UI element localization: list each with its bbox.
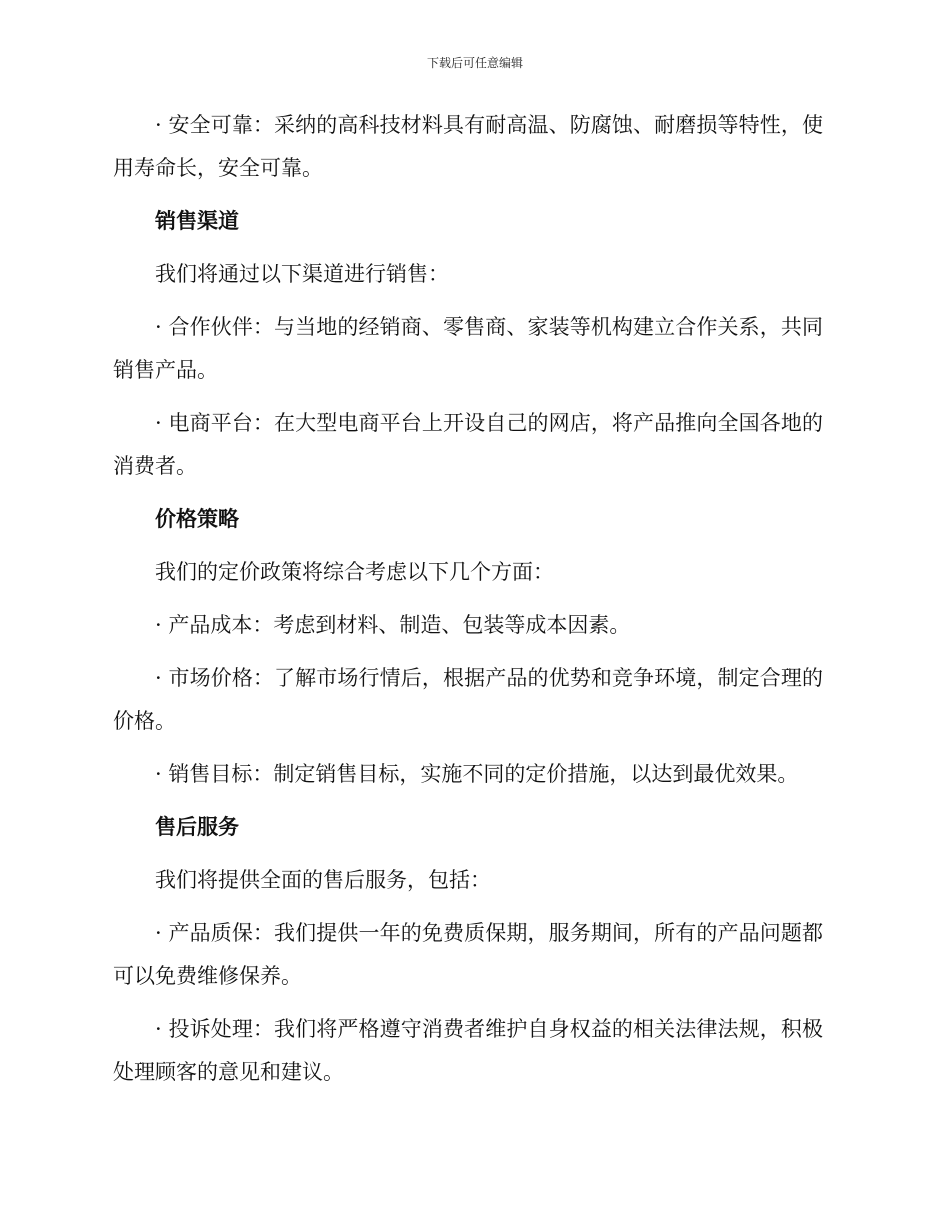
section-heading-pricing-strategy: 价格策略 — [155, 507, 239, 531]
bullet-product-cost: · 产品成本：考虑到材料、制造、包装等成本因素。 — [155, 613, 631, 637]
bullet-ecommerce: · 电商平台：在大型电商平台上开设自己的网店，将产品推向全国各地的消费者。 — [113, 411, 823, 478]
bullet-safety-reliability: · 安全可靠：采纳的高科技材料具有耐高温、防腐蚀、耐磨损等特性，使用寿命长，安全可靠。 — [113, 113, 823, 180]
bullet-complaints: · 投诉处理：我们将严格遵守消费者维护自身权益的相关法律法规，积极处理顾客的意见和建议。 — [113, 1017, 823, 1084]
pricing-intro: 我们的定价政策将综合考虑以下几个方面： — [155, 560, 554, 584]
section-heading-after-sales: 售后服务 — [155, 815, 239, 839]
document-body — [113, 104, 823, 1104]
bullet-sales-target: · 销售目标：制定销售目标，实施不同的定价措施，以达到最优效果。 — [155, 762, 799, 786]
sales-channels-intro: 我们将通过以下渠道进行销售： — [155, 262, 449, 286]
page-header: 下载后可任意编辑 — [426, 56, 523, 70]
bullet-warranty: · 产品质保：我们提供一年的免费质保期，服务期间，所有的产品问题都可以免费维修保养。 — [113, 921, 823, 988]
section-heading-sales-channels: 销售渠道 — [155, 209, 239, 233]
after-sales-intro: 我们将提供全面的售后服务，包括： — [155, 868, 491, 892]
bullet-partners: · 合作伙伴：与当地的经销商、零售商、家装等机构建立合作关系，共同销售产品。 — [113, 315, 823, 382]
bullet-market-price: · 市场价格：了解市场行情后，根据产品的优势和竞争环境，制定合理的价格。 — [113, 666, 823, 733]
